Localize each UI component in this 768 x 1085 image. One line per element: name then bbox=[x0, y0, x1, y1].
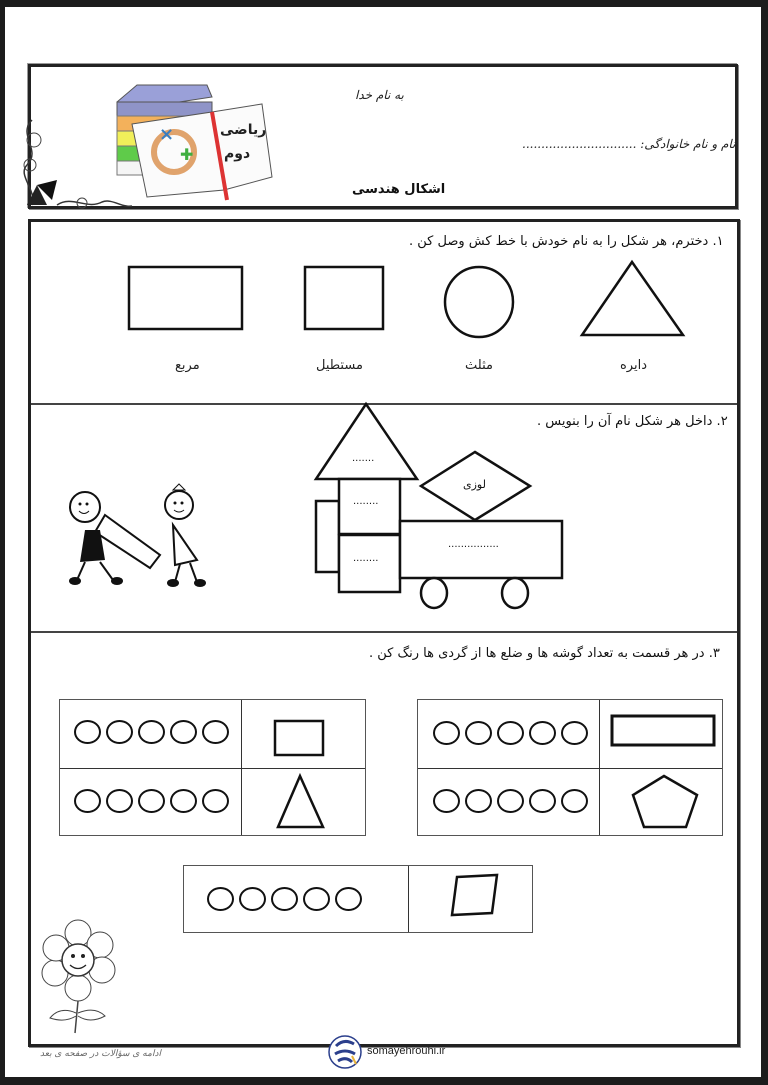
smiling-flower-illustration bbox=[40, 918, 120, 1036]
q3-square-shape bbox=[275, 721, 323, 755]
triangle-blank[interactable]: ....... bbox=[352, 453, 375, 464]
svg-text:✚: ✚ bbox=[180, 145, 194, 164]
bismillah: به نام خدا bbox=[355, 88, 404, 102]
question-2-prompt: ۲. داخل هر شکل نام آن را بنویس . bbox=[537, 414, 728, 429]
label-rectangle[interactable]: مستطیل bbox=[316, 358, 363, 373]
rhombus-label: لوزی bbox=[463, 478, 486, 491]
site-url[interactable]: somayehrouhi.ir bbox=[367, 1045, 446, 1057]
svg-text:×: × bbox=[159, 124, 175, 145]
svg-text:ریاضی: ریاضی bbox=[220, 122, 267, 138]
question-1-prompt: ۱. دخترم، هر شکل را به نام خودش با خط کش وصل کن . bbox=[409, 234, 724, 249]
lower-square-blank[interactable]: ........ bbox=[353, 553, 379, 564]
q3-pentagon-shape bbox=[633, 776, 697, 827]
question-3-prompt: ۳. در هر قسمت به تعداد گوشه ها و ضلع ها از گردی ها رنگ کن . bbox=[369, 646, 720, 661]
site-logo-icon bbox=[328, 1034, 362, 1070]
label-circle[interactable]: دایره bbox=[620, 358, 648, 373]
q3-triangle-shape bbox=[278, 776, 323, 827]
q3-parallelogram-shape bbox=[452, 875, 497, 915]
upper-square-blank[interactable]: ........ bbox=[353, 496, 379, 507]
label-triangle[interactable]: مثلث bbox=[465, 358, 493, 373]
name-field-label: نام و نام خانوادگی: .............................. bbox=[522, 137, 736, 151]
svg-text:دوم: دوم bbox=[224, 146, 251, 162]
topic-title: اشکال هندسی bbox=[352, 182, 446, 197]
long-rect-blank[interactable]: ................ bbox=[448, 539, 499, 550]
continue-note: ادامه ی سؤالات در صفحه ی بعد bbox=[40, 1049, 161, 1059]
label-square[interactable]: مربع bbox=[175, 358, 200, 373]
q3-rectangle-shape bbox=[612, 716, 714, 745]
